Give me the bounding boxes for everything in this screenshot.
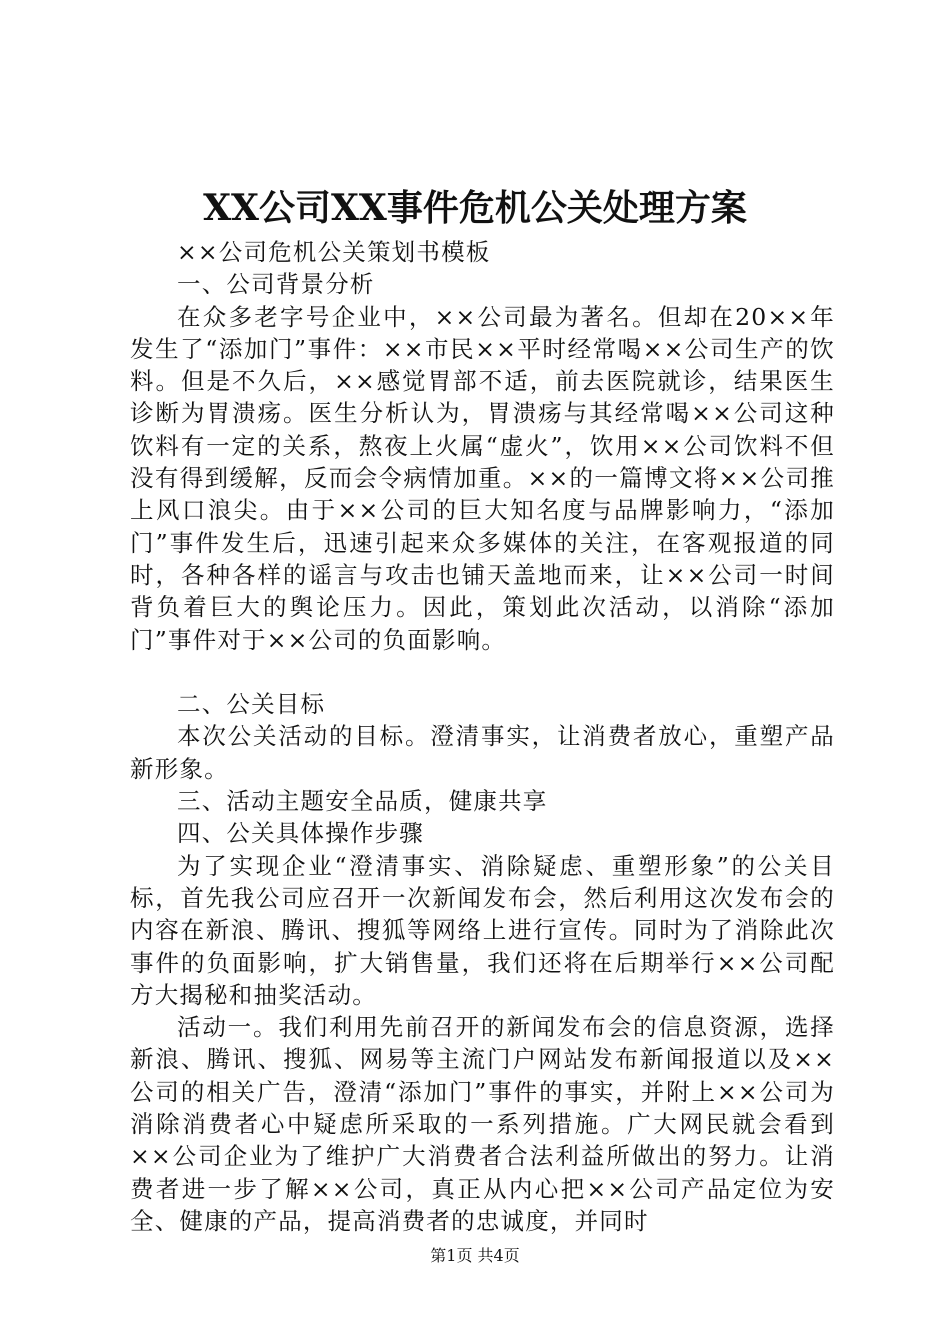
- section-heading-steps: 四、公关具体操作步骤: [177, 819, 424, 848]
- page-number-footer: 第1页 共4页: [430, 1246, 520, 1265]
- section-heading-theme: 三、活动主题安全品质，健康共享: [177, 787, 548, 816]
- paragraph-activity-one: 活动一。我们利用先前召开的新闻发布会的信息资源，选择新浪、腾讯、搜狐、网易等主流门户网站发布新闻报道以及××公司的相关广告，澄清“添加门”事件的事实，并附上××公司为消除消费者心中疑虑所采取的一系列措施。广大网民就会看到××公司企业为了维护广大消费者合法利益所做出的努力。让消费者进一步了解××公司，真正从内心把××公司产品定位为安全、健康的产品，提高消费者的忠诚度，并同时: [130, 1013, 835, 1235]
- section-heading-background: 一、公司背景分析: [177, 270, 375, 299]
- document-body: [130, 236, 835, 1237]
- subtitle-line: ××公司危机公关策划书模板: [177, 238, 491, 266]
- paragraph-steps: 为了实现企业“澄清事实、消除疑虑、重塑形象”的公关目标，首先我公司应召开一次新闻发布会，然后利用这次发布会的内容在新浪、腾讯、搜狐等网络上进行宣传。同时为了消除此次事件的负面影响，扩大销售量，我们还将在后期举行××公司配方大揭秘和抽奖活动。: [130, 851, 835, 1009]
- blank-line: [130, 656, 835, 688]
- section-heading-goal: 二、公关目标: [177, 690, 326, 719]
- paragraph-background: 在众多老字号企业中，××公司最为著名。但却在20××年发生了“添加门”事件：××市民××平时经常喝××公司生产的饮料。但是不久后，××感觉胃部不适，前去医院就诊，结果医生诊断为胃溃疡。医生分析认为，胃溃疡与其经常喝××公司这种饮料有一定的关系，熬夜上火属“虚火”，饮用××公司饮料不但没有得到缓解，反而会令病情加重。××的一篇博文将××公司推上风口浪尖。由于××公司的巨大知名度与品牌影响力，“添加门”事件发生后，迅速引起来众多媒体的关注，在客观报道的同时，各种各样的谣言与攻击也铺天盖地而来，让××公司一时间背负着巨大的舆论压力。因此，策划此次活动，以消除“添加门”事件对于××公司的负面影响。: [130, 302, 835, 654]
- paragraph-goal: 本次公关活动的目标。澄清事实，让消费者放心，重塑产品新形象。: [130, 722, 835, 783]
- document-title: XX公司XX事件危机公关处理方案: [203, 187, 747, 229]
